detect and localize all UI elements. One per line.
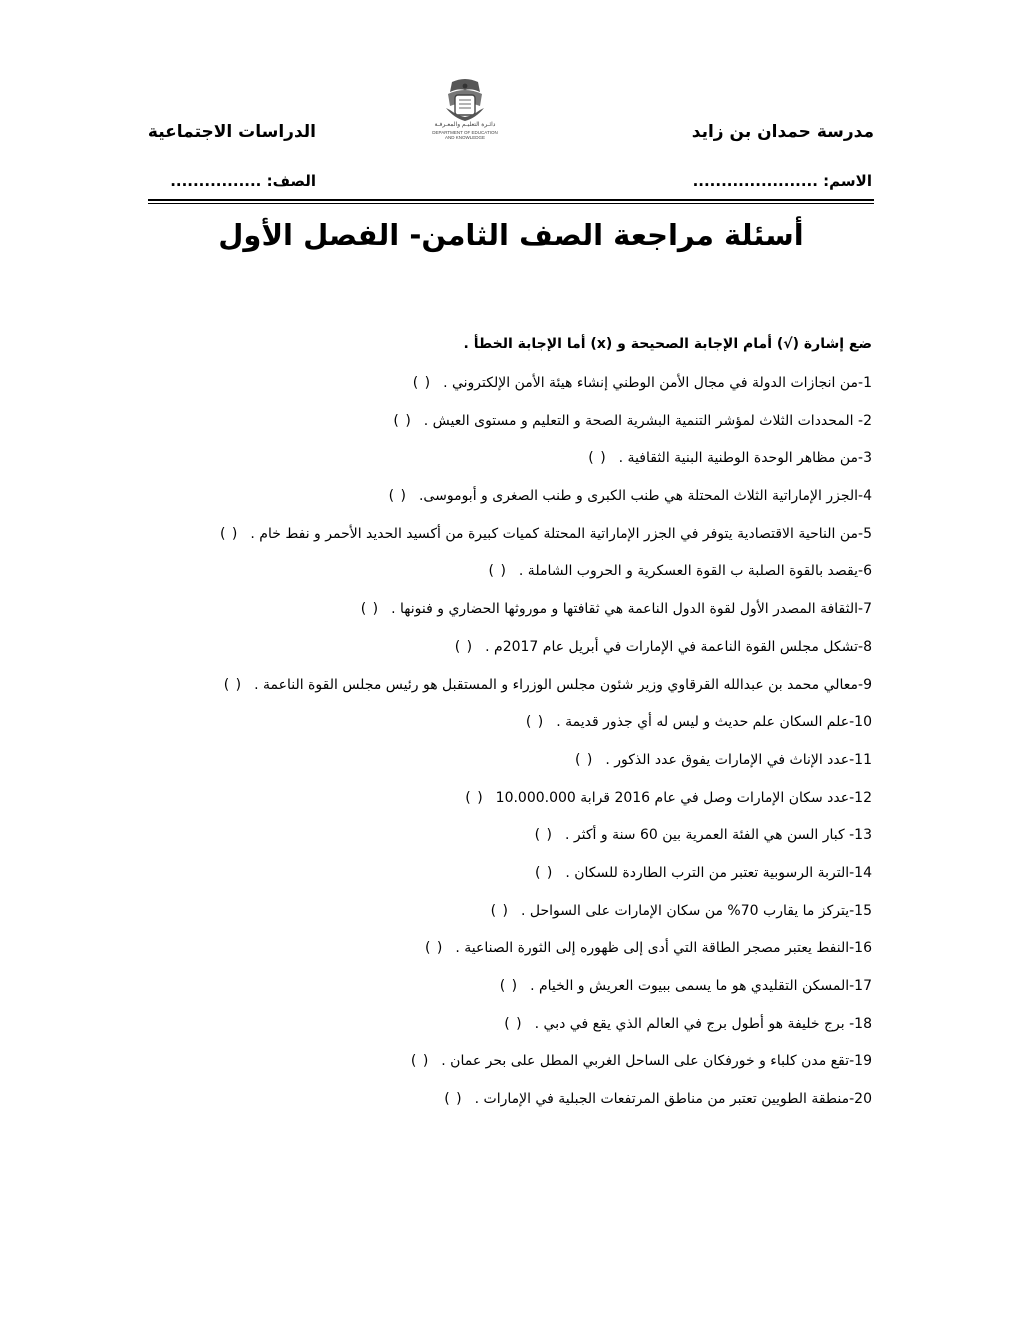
question-text: 17-المسكن التقليدي هو ما يسمى ببيوت العريش و الخيام . (530, 978, 872, 994)
instructions: ضع إشارة (√) أمام الإجابة الصحيحة و (x) أما الإجابة الخطأ . (463, 336, 872, 352)
logo-caption-ar: دائـرة التعليـم والمعـرفـة (434, 122, 496, 128)
student-name-field: الاسم: ...................... (692, 172, 872, 190)
question-item (172, 446, 872, 484)
class-field: الصف: ................ (170, 172, 316, 190)
header-divider-thin (148, 203, 874, 204)
subject-name: الدراسات الاجتماعية (147, 122, 316, 142)
logo-caption-en-1: DEPARTMENT OF EDUCATION (432, 130, 498, 135)
answer-box: ( ) (393, 412, 412, 429)
question-item (172, 823, 872, 861)
question-text: 20-منطقة الطويين تعتبر من مناطق المرتفعات الجبلية في الإمارات . (474, 1091, 872, 1108)
answer-box: ( ) (499, 978, 519, 994)
answer-box: ( ) (534, 827, 553, 844)
question-text: 18- برج خليفة هو أطول برج في العالم الذي يقع في دبي . (534, 1015, 872, 1032)
question-item (172, 559, 872, 597)
answer-box: ( ) (504, 1015, 523, 1032)
question-item (172, 899, 872, 937)
answer-box: ( ) (388, 488, 407, 505)
question-item (172, 1087, 872, 1125)
question-list (172, 371, 872, 1125)
question-item (172, 409, 872, 447)
logo-caption-en-2: AND KNOWLEDGE (444, 135, 485, 140)
answer-box: ( ) (574, 751, 594, 768)
answer-box: ( ) (424, 940, 444, 957)
question-text: 15-يتركز ما يقارب 70% من سكان الإمارات على السواحل . (520, 902, 872, 919)
question-item (172, 673, 872, 711)
question-text: 9-معالي محمد بن عبدالله القرقاوي وزير شئون مجلس الوزراء و المستقبل هو رئيس مجلس القوة الناعمة . (254, 676, 872, 693)
question-item (172, 635, 872, 673)
question-item (172, 936, 872, 974)
emblem-icon (424, 78, 506, 124)
answer-box: ( ) (444, 1091, 463, 1108)
answer-box: ( ) (525, 714, 545, 731)
answer-box: ( ) (223, 676, 243, 693)
question-text: 3-من مظاهر الوحدة الوطنية البنية الثقافية . (618, 450, 872, 467)
page-title: أسئلة مراجعة الصف الثامن- الفصل الأول (218, 218, 804, 252)
question-text: 1-من انجازات الدولة في مجال الأمن الوطني إنشاء هيئة الأمن الإلكتروني . (443, 375, 872, 391)
school-name: مدرسة حمدان بن زايد (691, 122, 874, 142)
question-text: 4-الجزر الإماراتية الثلاث المحتلة هي طنب الكبرى و طنب الصغرى و أبوموسى. (418, 488, 872, 505)
question-item (172, 597, 872, 635)
question-text: 5-من الناحية الاقتصادية يتوفر في الجزر الإماراتية المحتلة كميات كبيرة من أكسيد الحديد الأحمر و نفط خام . (250, 525, 872, 542)
question-text: 11-عدد الإناث في الإمارات يفوق عدد الذكور . (605, 751, 872, 768)
question-item (172, 786, 872, 824)
question-text: 16-النفط يعتبر مصجر الطاقة التي أدى إلى ظهوره إلى الثورة الصناعية . (455, 940, 872, 957)
question-item (172, 371, 872, 409)
answer-box: ( ) (412, 375, 432, 391)
question-item (172, 710, 872, 748)
question-item (172, 522, 872, 560)
question-text: 19-تقع مدن كلباء و خورفكان على الساحل الغربي المطل على بحر عمان . (441, 1053, 872, 1070)
answer-box: ( ) (490, 902, 509, 919)
question-item (172, 748, 872, 786)
answer-box: ( ) (410, 1053, 430, 1070)
question-item (172, 861, 872, 899)
question-text: 10-علم السكان علم حديث و ليس له أي جذور قديمة . (556, 714, 872, 731)
answer-box: ( ) (454, 638, 474, 655)
question-text: 8-تشكل مجلس القوة الناعمة في الإمارات في أبريل عام 2017م . (485, 638, 872, 655)
answer-box: ( ) (588, 450, 607, 467)
question-item (172, 1049, 872, 1087)
question-item (172, 1012, 872, 1050)
question-text: 13- كبار السن هي الفئة العمرية بين 60 سنة و أكثر . (565, 827, 872, 844)
question-item (172, 484, 872, 522)
question-item (172, 974, 872, 1012)
answer-box: ( ) (220, 525, 239, 542)
answer-box: ( ) (360, 601, 380, 618)
department-logo (424, 78, 506, 142)
question-text: 12-عدد سكان الإمارات وصل في عام 2016 قرابة 10.000.000 (495, 789, 872, 806)
question-text: 2- المحددات الثلاث لمؤشر التنمية البشرية الصحة و التعليم و مستوى العيش . (423, 412, 872, 429)
question-text: 6-يقصد بالقوة الصلبة ب القوة العسكرية و الحروب الشاملة . (518, 563, 872, 580)
header-divider-thick (148, 199, 874, 201)
question-text: 14-التربة الرسوبية تعتبر من الترب الطاردة للسكان . (565, 864, 872, 881)
answer-box: ( ) (488, 563, 507, 580)
answer-box: ( ) (534, 864, 554, 881)
answer-box: ( ) (465, 789, 484, 806)
question-text: 7-الثقافة المصدر الأول لقوة الدول الناعمة هي ثقافتها و موروثها الحضاري و فنونها . (391, 601, 872, 618)
